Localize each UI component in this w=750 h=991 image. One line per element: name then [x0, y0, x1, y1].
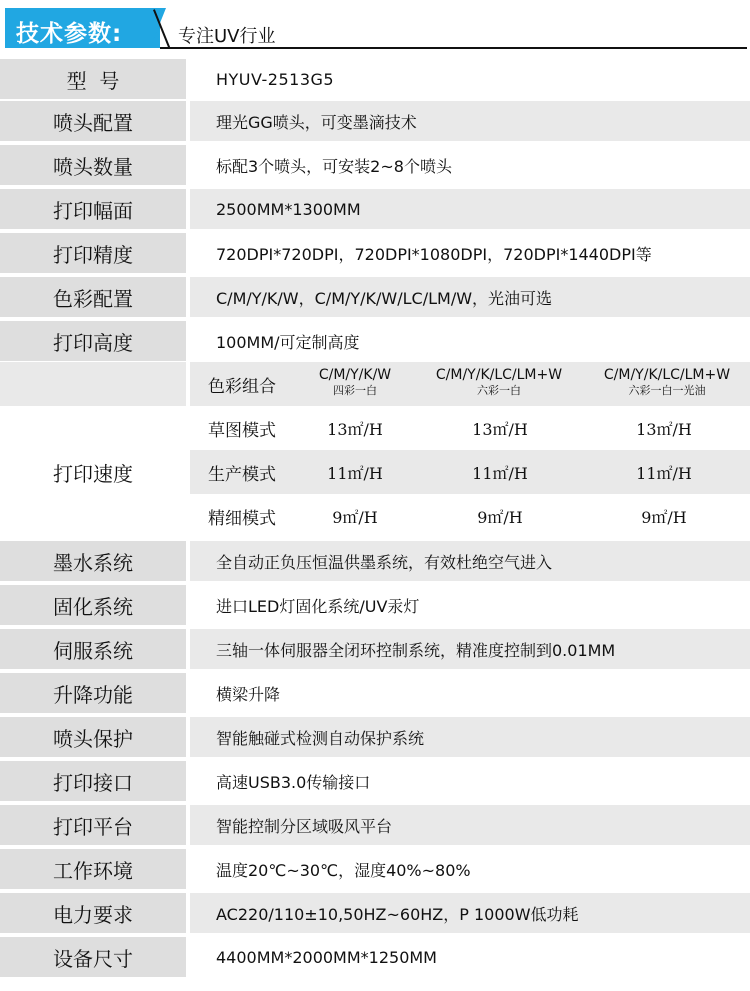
spec-label: 墨水系统 — [0, 541, 186, 581]
speed-label: 打印速度 — [0, 406, 186, 538]
spec-label: 型 号 — [0, 59, 186, 99]
spec-value: 理光GG喷头，可变墨滴技术 — [190, 101, 750, 141]
spec-row-print-height — [0, 321, 750, 361]
speed-label-top-cell — [0, 362, 186, 406]
spec-row-platform — [0, 805, 750, 845]
speed-value: 9㎡/H — [477, 507, 523, 527]
spec-row-nozzle-count — [0, 145, 750, 185]
speed-col-sub: 六彩一白一光油 — [628, 384, 706, 397]
spec-value: C/M/Y/K/W，C/M/Y/K/W/LC/LM/W，光油可选 — [190, 277, 750, 317]
spec-value: 高速USB3.0传输接口 — [190, 761, 750, 801]
spec-value: 三轴一体伺服器全闭环控制系统，精准度控制到0.01MM — [190, 629, 750, 669]
spec-value: 标配3个喷头，可安装2~8个喷头 — [190, 145, 750, 185]
spec-label: 打印平台 — [0, 805, 186, 845]
spec-value: 100MM/可定制高度 — [190, 321, 750, 361]
spec-row-curing — [0, 585, 750, 625]
spec-label: 打印幅面 — [0, 189, 186, 229]
speed-mode-label: 精细模式 — [208, 508, 276, 529]
spec-value: 720DPI*720DPI，720DPI*1080DPI，720DPI*1440DPI等 — [190, 233, 750, 273]
spec-value: 智能控制分区域吸风平台 — [190, 805, 750, 845]
spec-label: 工作环境 — [0, 849, 186, 889]
spec-label: 伺服系统 — [0, 629, 186, 669]
speed-value: 11㎡/H — [636, 463, 692, 483]
spec-row-lift — [0, 673, 750, 713]
header-subtitle: 专注UV行业 — [178, 26, 276, 47]
spec-row-ink-system — [0, 541, 750, 581]
spec-label: 设备尺寸 — [0, 937, 186, 977]
speed-col-main: C/M/Y/K/W — [318, 367, 392, 383]
speed-col-main: C/M/Y/K/LC/LM+W — [603, 367, 731, 383]
speed-row-production — [190, 450, 750, 494]
spec-label: 打印精度 — [0, 233, 186, 273]
header-tab-notch — [150, 8, 166, 48]
spec-row-nozzle-protect — [0, 717, 750, 757]
spec-label: 升降功能 — [0, 673, 186, 713]
print-speed-table — [0, 362, 750, 538]
speed-mode-label: 草图模式 — [208, 420, 276, 441]
speed-value: 11㎡/H — [472, 463, 528, 483]
spec-value: 4400MM*2000MM*1250MM — [190, 937, 750, 977]
spec-label: 固化系统 — [0, 585, 186, 625]
spec-label: 色彩配置 — [0, 277, 186, 317]
spec-row-color-config — [0, 277, 750, 317]
speed-col-main: C/M/Y/K/LC/LM+W — [435, 367, 563, 383]
spec-label: 打印接口 — [0, 761, 186, 801]
section-header — [0, 0, 750, 56]
speed-row-draft — [190, 406, 750, 450]
speed-value: 13㎡/H — [636, 419, 692, 439]
spec-label: 喷头配置 — [0, 101, 186, 141]
speed-value: 13㎡/H — [472, 419, 528, 439]
speed-mode-label: 生产模式 — [208, 464, 276, 485]
speed-header-label: 色彩组合 — [208, 376, 276, 397]
speed-col-header-1 — [305, 366, 405, 404]
spec-row-print-size — [0, 189, 750, 229]
spec-row-servo — [0, 629, 750, 669]
spec-value: 进口LED灯固化系统/UV汞灯 — [190, 585, 750, 625]
spec-label: 喷头保护 — [0, 717, 186, 757]
spec-value: 温度20℃~30℃，湿度40%~80% — [190, 849, 750, 889]
spec-value: 2500MM*1300MM — [190, 189, 750, 229]
spec-row-dimensions — [0, 937, 750, 977]
speed-value: 13㎡/H — [327, 419, 383, 439]
speed-value: 9㎡/H — [332, 507, 378, 527]
spec-label: 打印高度 — [0, 321, 186, 361]
spec-value: AC220/110±10,50HZ~60HZ，P 1000W低功耗 — [190, 893, 750, 933]
spec-row-resolution — [0, 233, 750, 273]
spec-row-environment — [0, 849, 750, 889]
spec-value: 全自动正负压恒温供墨系统，有效杜绝空气进入 — [190, 541, 750, 581]
spec-value: 横梁升降 — [190, 673, 750, 713]
speed-value: 9㎡/H — [641, 507, 687, 527]
speed-col-sub: 六彩一白 — [477, 384, 521, 397]
spec-label: 喷头数量 — [0, 145, 186, 185]
spec-row-interface — [0, 761, 750, 801]
speed-col-header-2 — [418, 366, 580, 404]
speed-value: 11㎡/H — [327, 463, 383, 483]
spec-row-nozzle-config — [0, 101, 750, 141]
spec-row-power — [0, 893, 750, 933]
header-title: 技术参数: — [16, 21, 123, 47]
speed-col-sub: 四彩一白 — [333, 384, 377, 397]
speed-col-header-3 — [586, 366, 748, 404]
spec-value: 智能触碰式检测自动保护系统 — [190, 717, 750, 757]
spec-value: HYUV-2513G5 — [190, 59, 750, 99]
spec-label: 电力要求 — [0, 893, 186, 933]
speed-header-row — [190, 362, 750, 406]
header-rule — [160, 47, 747, 49]
speed-row-fine — [190, 494, 750, 538]
spec-row-model — [0, 59, 750, 99]
